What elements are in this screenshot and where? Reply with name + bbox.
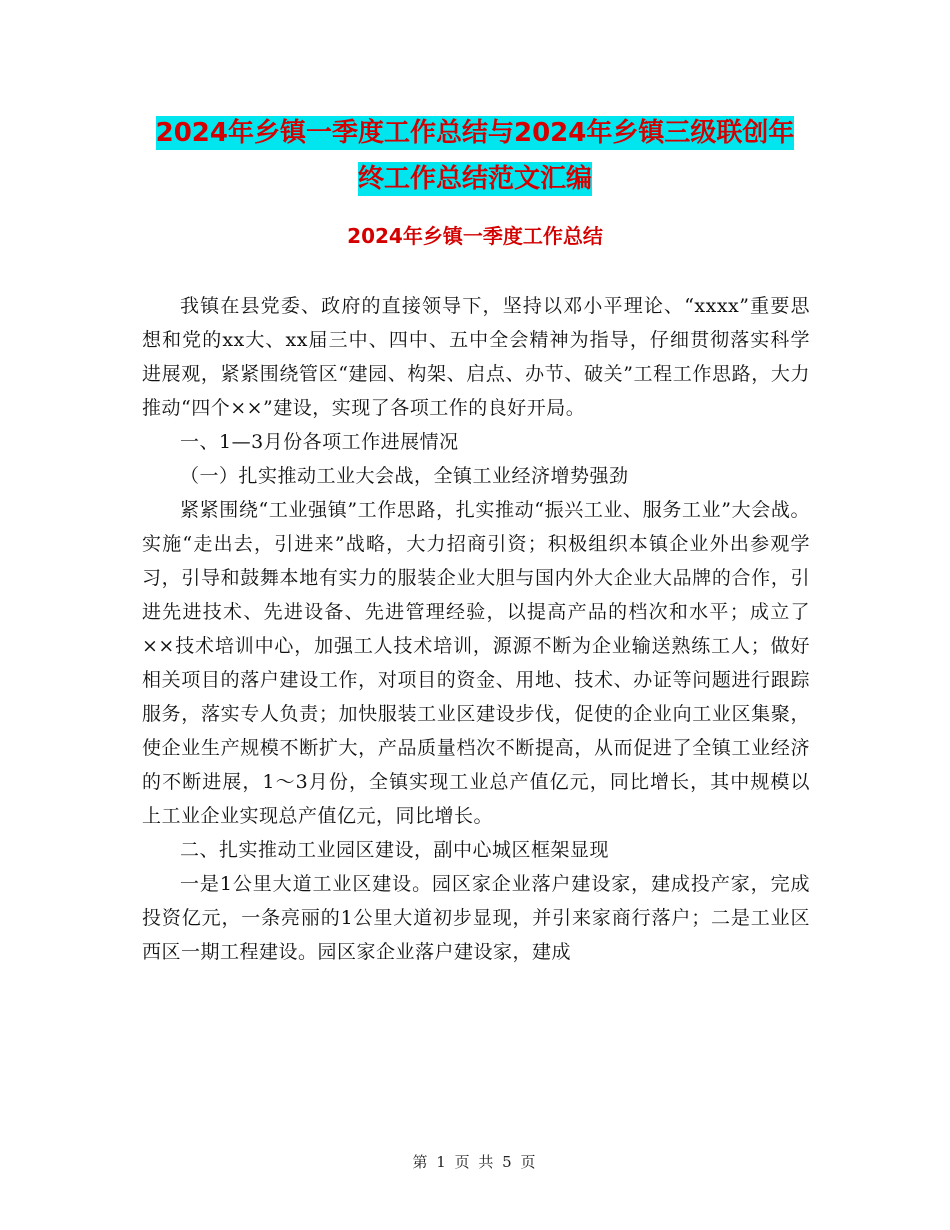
paragraph: 二、扎实推动工业园区建设，副中心城区框架显现 bbox=[180, 839, 610, 861]
paragraph: （一）扎实推动工业大会战，全镇工业经济增势强劲 bbox=[180, 465, 629, 487]
paragraph: 一是1公里大道工业区建设。园区家企业落户建设家，建成投产家，完成投资亿元，一条亮丽的1公里大道初步显现，并引来家商行落户；二是工业区西区一期工程建设。园区家企业落户建设家，建成 bbox=[142, 873, 810, 963]
document-title-line-1: 2024年乡镇一季度工作总结与2024年乡镇三级联创年 bbox=[155, 118, 795, 148]
document-title-line-2: 终工作总结范文汇编 bbox=[357, 164, 592, 194]
paragraph: 紧紧围绕“工业强镇”工作思路，扎实推动“振兴工业、服务工业”大会战。实施“走出去，引进来”战略，大力招商引资；积极组织本镇企业外出参观学习，引导和鼓舞本地有实力的服装企业大胆与国内外大企业大品牌的合作，引进先进技术、先进设备、先进管理经验，以提高产品的档次和水平；成立了××技术培训中心，加强工人技术培训，源源不断为企业输送熟练工人；做好相关项目的落户建设工作，对项目的资金、用地、技术、办证等问题进行跟踪服务，落实专人负责；加快服装工业区建设步伐，促使的企业向工业区集聚，使企业生产规模不断扩大，产品质量档次不断提高，从而促进了全镇工业经济的不断进展，1～3月份，全镇实现工业总产值亿元，同比增长，其中规模以上工业企业实现总产值亿元，同比增长。 bbox=[142, 499, 810, 827]
section-title: 2024年乡镇一季度工作总结 bbox=[347, 224, 603, 248]
document-body bbox=[142, 289, 810, 969]
page-footer: 第 1 页 共 5 页 bbox=[412, 1153, 538, 1171]
paragraph: 一、1—3月份各项工作进展情况 bbox=[180, 431, 459, 453]
paragraph: 我镇在县党委、政府的直接领导下，坚持以邓小平理论、“xxxx”重要思想和党的xx大、xx届三中、四中、五中全会精神为指导，仔细贯彻落实科学进展观，紧紧围绕管区“建园、构架、启点、办节、破关”工程工作思路，大力推动“四个××”建设，实现了各项工作的良好开局。 bbox=[142, 295, 810, 419]
document-title bbox=[130, 110, 820, 202]
